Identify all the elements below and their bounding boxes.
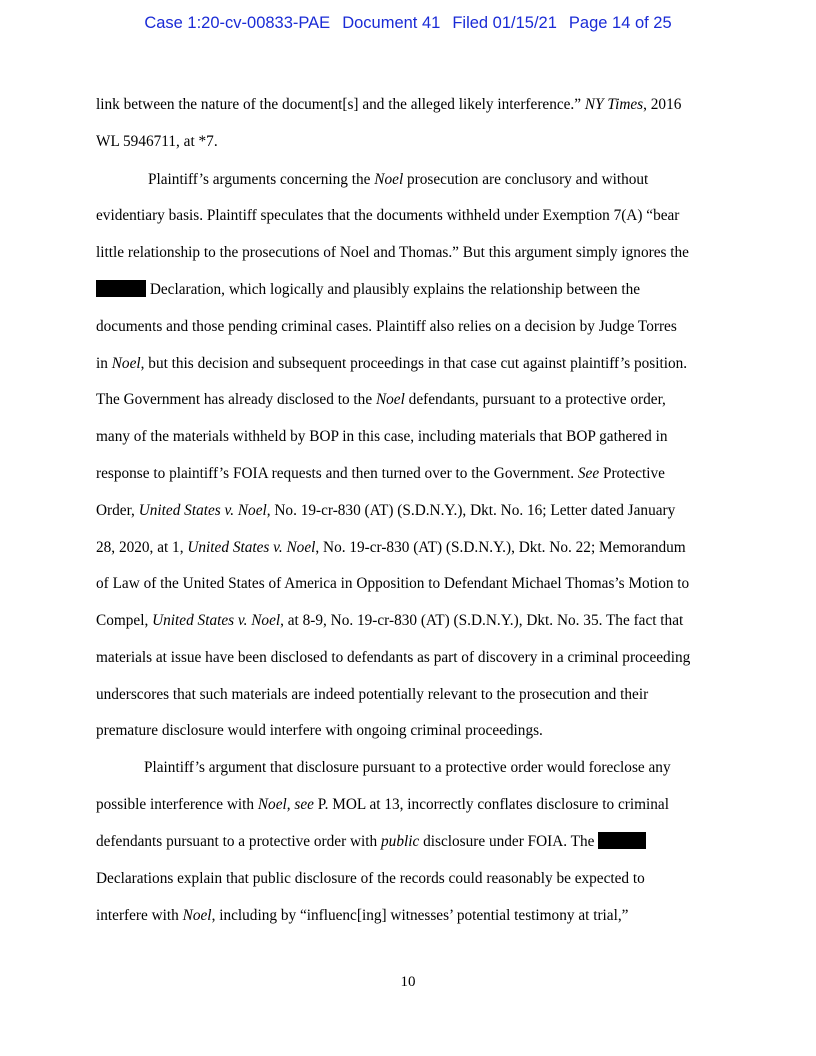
text-line: underscores that such materials are indeed potentially relevant to the prosecution and their	[96, 686, 649, 703]
text-line: materials at issue have been disclosed to defendants as part of discovery in a criminal proceeding	[96, 649, 691, 666]
text-line: in Noel, but this decision and subsequent proceedings in that case cut against plaintiff’s position.	[96, 355, 688, 372]
redaction-box	[598, 832, 646, 849]
text-line: Declarations explain that public disclosure of the records could reasonably be expected to	[96, 870, 645, 887]
text-line: Declaration, which logically and plausibly explains the relationship between the	[96, 280, 640, 300]
text-line: Plaintiff’s arguments concerning the Noel prosecution are conclusory and without	[148, 171, 649, 188]
document-number: Document 41	[342, 14, 441, 32]
text-line: Compel, United States v. Noel, at 8-9, No. 19-cr-830 (AT) (S.D.N.Y.), Dkt. No. 35. The fact that	[96, 612, 684, 629]
italic-text: Noel	[374, 171, 404, 188]
text-line: little relationship to the prosecutions of Noel and Thomas.” But this argument simply ignores the	[96, 244, 689, 261]
text-line: defendants pursuant to a protective order with public disclosure under FOIA. The	[96, 832, 646, 852]
text-line: evidentiary basis. Plaintiff speculates that the documents withheld under Exemption 7(A) “bear	[96, 207, 680, 224]
italic-text: public	[381, 833, 420, 850]
page-count: Page 14 of 25	[568, 14, 672, 32]
case-header	[0, 14, 816, 33]
italic-text: Noel	[375, 391, 405, 408]
text-line: documents and those pending criminal cases. Plaintiff also relies on a decision by Judge Torres	[96, 318, 677, 335]
text-line: of Law of the United States of America in Opposition to Defendant Michael Thomas’s Motion to	[96, 575, 690, 592]
page-number: 10	[400, 974, 416, 990]
text-line: Order, United States v. Noel, No. 19-cr-830 (AT) (S.D.N.Y.), Dkt. No. 16; Letter dated January	[96, 502, 676, 519]
italic-text: see	[294, 796, 314, 813]
text-line: interfere with Noel, including by “influenc[ing] witnesses’ potential testimony at trial,”	[96, 907, 629, 924]
text-line: possible interference with Noel, see P. MOL at 13, incorrectly conflates disclosure to criminal	[96, 796, 669, 813]
case-number: Case 1:20-cv-00833-PAE	[144, 14, 331, 32]
italic-text: Noel	[257, 796, 287, 813]
italic-text: United States v. Noel	[138, 502, 267, 519]
text-line: WL 5946711, at *7.	[96, 133, 218, 150]
redaction-box	[96, 280, 146, 297]
text-line: Plaintiff’s argument that disclosure pursuant to a protective order would foreclose any	[144, 759, 671, 776]
italic-text: Noel	[182, 907, 212, 924]
filed-date: Filed 01/15/21	[452, 14, 557, 32]
text-line: The Government has already disclosed to the Noel defendants, pursuant to a protective order,	[96, 391, 666, 408]
italic-text: United States v. Noel	[187, 539, 316, 556]
italic-text: Noel	[111, 355, 141, 372]
text-line: response to plaintiff’s FOIA requests and then turned over to the Government. See Protective	[96, 465, 665, 482]
italic-text: See	[577, 465, 600, 482]
text-line: link between the nature of the document[s] and the alleged likely interference.” NY Times, 2016	[96, 96, 682, 113]
text-line: premature disclosure would interfere with ongoing criminal proceedings.	[96, 722, 543, 739]
italic-text: NY Times	[584, 96, 644, 113]
text-line: many of the materials withheld by BOP in this case, including materials that BOP gathered in	[96, 428, 668, 445]
italic-text: United States v. Noel	[152, 612, 281, 629]
text-line: 28, 2020, at 1, United States v. Noel, No. 19-cr-830 (AT) (S.D.N.Y.), Dkt. No. 22; Memorandum	[96, 539, 686, 556]
